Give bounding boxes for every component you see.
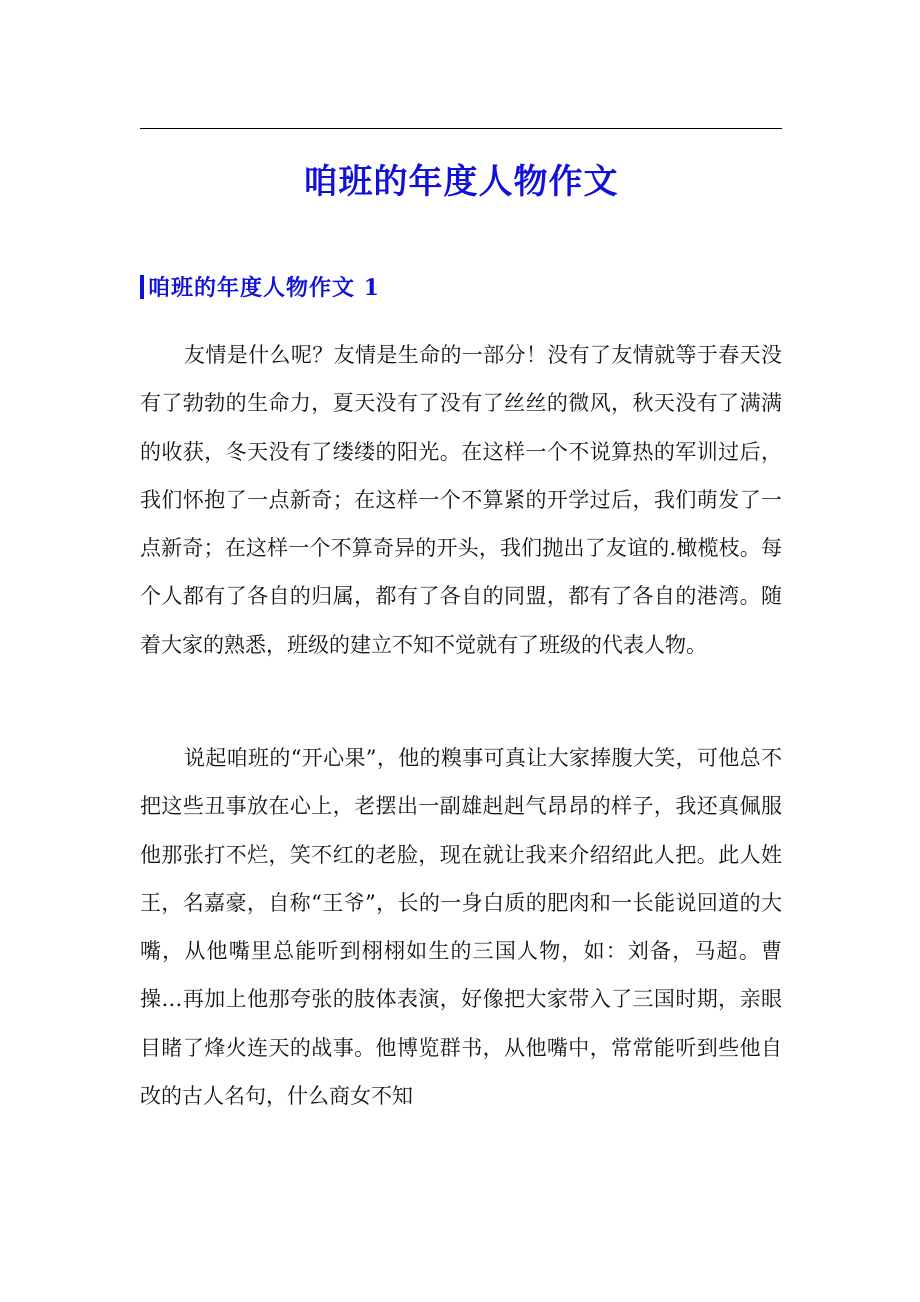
document-title: 咱班的年度人物作文 [303, 162, 619, 202]
section-heading-text: 咱班的年度人物作文 1 [148, 275, 380, 301]
body-paragraph: 友情是什么呢？友情是生命的一部分！没有了友情就等于春天没有了勃勃的生命力，夏天没有了没有了丝丝的微风，秋天没有了满满的收获，冬天没有了缕缕的阳光。在这样一个不说算热的军训过后，我们怀抱了一点新奇；在这样一个不算紧的开学过后，我们萌发了一点新奇；在这样一个不算奇异的开头，我们抛出了友谊的.橄榄枝。每个人都有了各自的归属，都有了各自的同盟，都有了各自的港湾。随着大家的熟悉，班级的建立不知不觉就有了班级的代表人物。 [140, 343, 782, 657]
heading-marker-bar [140, 275, 144, 299]
header-rule [140, 128, 782, 129]
section-heading [140, 272, 380, 304]
body-paragraph: 说起咱班的“开心果”，他的糗事可真让大家捧腹大笑，可他总不把这些丑事放在心上，老摆出一副雄赳赳气昂昂的样子，我还真佩服他那张打不烂，笑不红的老脸，现在就让我来介绍绍此人把。此人姓王，名嘉豪，自称“王爷”，长的一身白质的肥肉和一长能说回道的大嘴，从他嘴里总能听到栩栩如生的三国人物，如：刘备，马超。曹操…再加上他那夸张的肢体表演，好像把大家带入了三国时期，亲眼目睹了烽火连天的战事。他博览群书，从他嘴中，常常能听到些他自改的古人名句，什么商女不知 [140, 746, 782, 1109]
